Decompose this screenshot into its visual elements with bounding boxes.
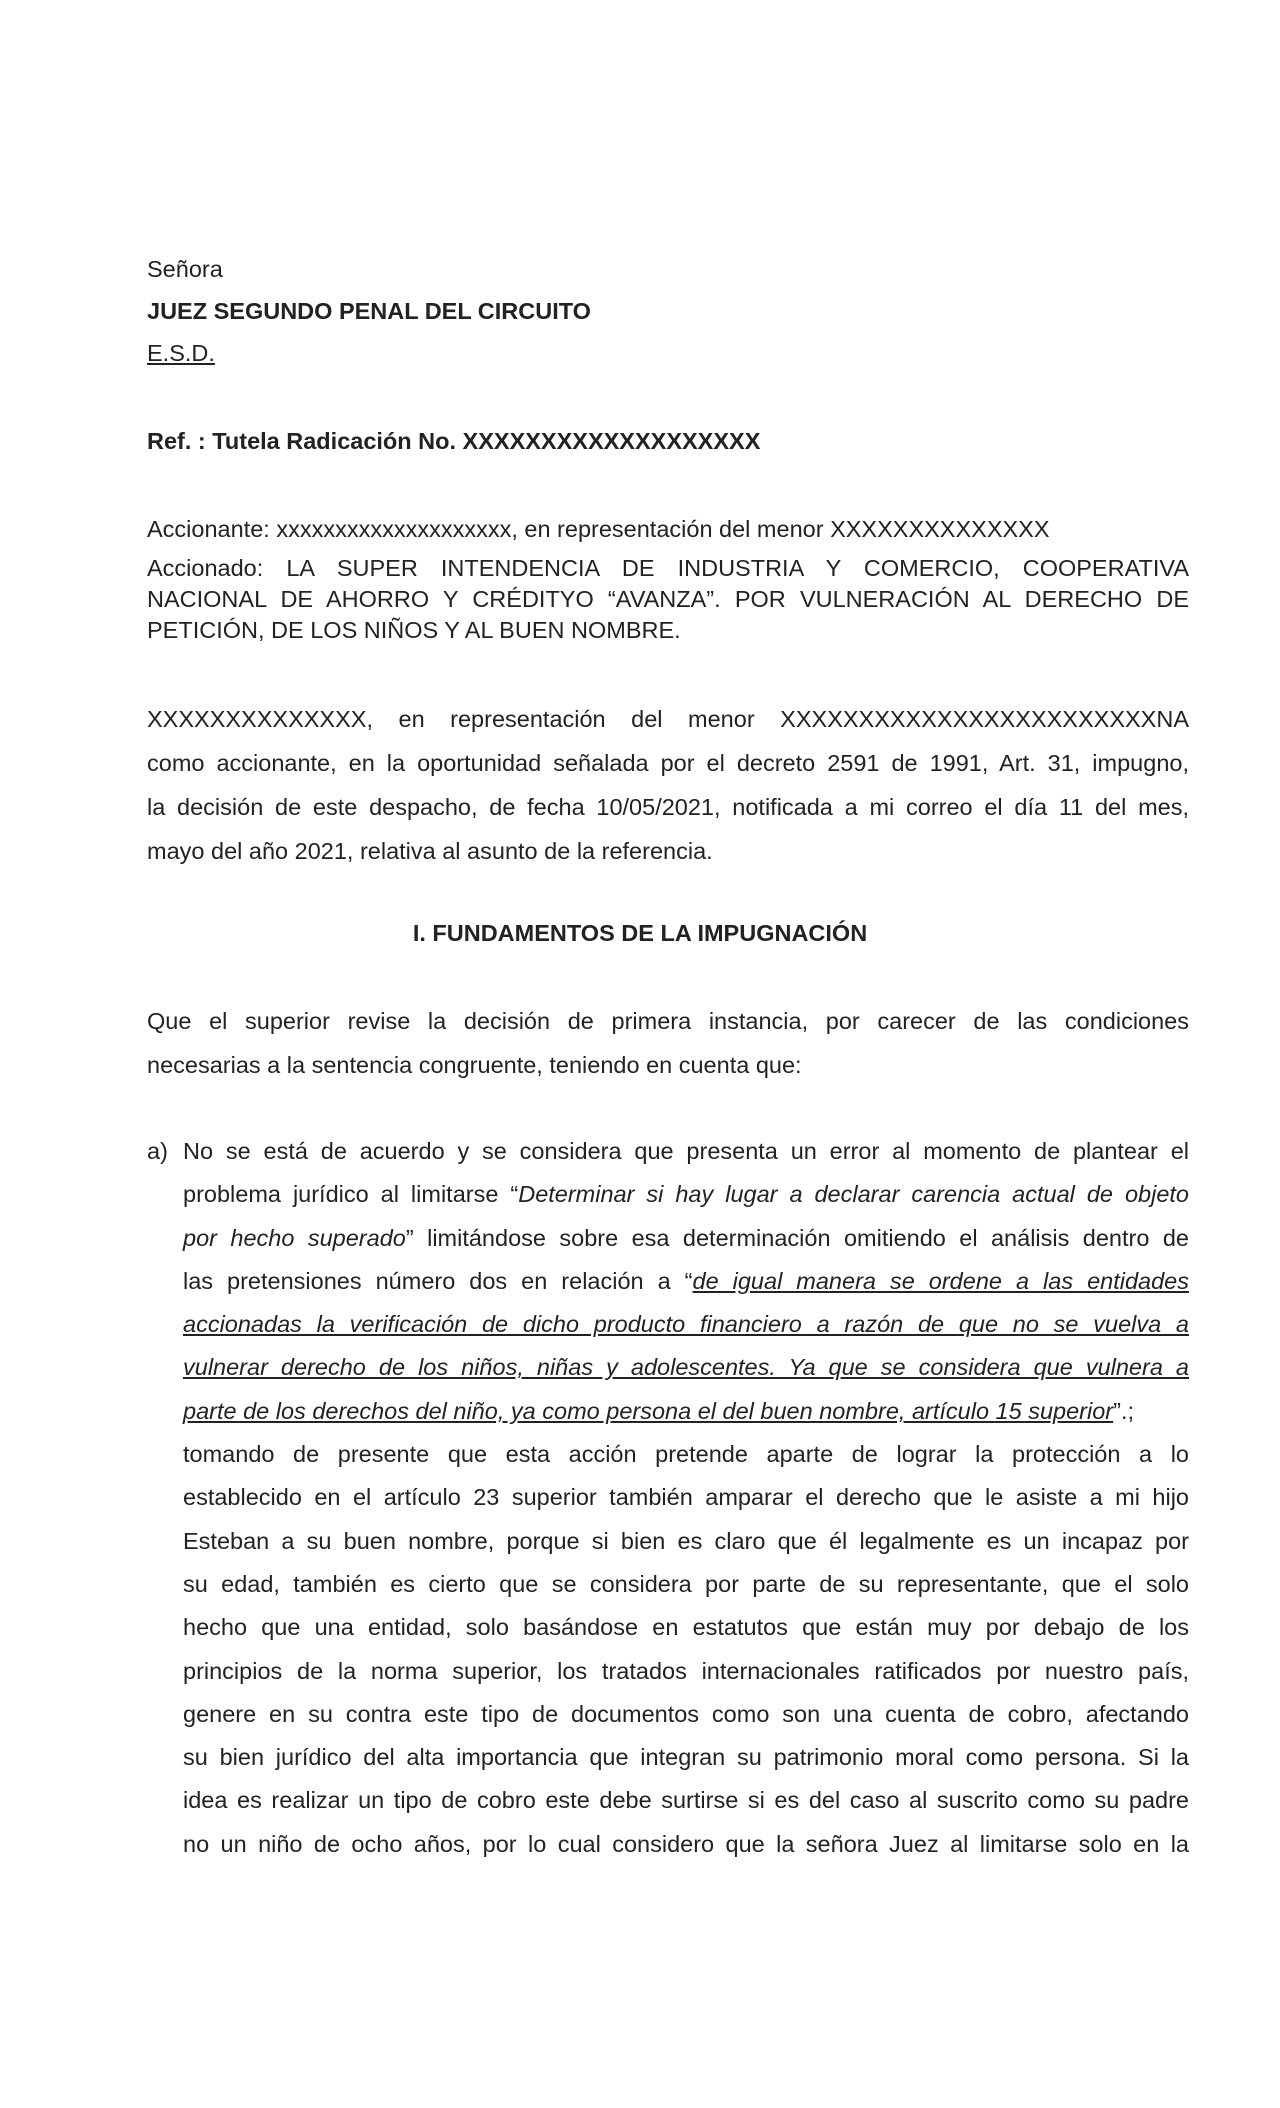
item-a-rest-line-1: tomando de presente que esta acción pretende aparte de lograr la protección a lo: [183, 1441, 1189, 1468]
item-a-quote-2-part-3: vulnerar derecho de los niños, niñas y adolescentes. Ya que se considera que vulnera a: [183, 1354, 1189, 1381]
item-a-quote-1-part-1: Determinar si hay lugar a declarar carencia actual de objeto: [518, 1181, 1189, 1208]
item-a-rest-line-10: no un niño de ocho años, por lo cual considero que la señora Juez al limitarse solo en la: [183, 1830, 1189, 1857]
accionado-line-1: Accionado: LA SUPER INTENDENCIA DE INDUSTRIA Y COMERCIO, COOPERATIVA: [147, 555, 1189, 581]
salutation: Señora: [147, 256, 223, 282]
section-intro-line-2: necesarias a la sentencia congruente, teniendo en cuenta que:: [147, 1052, 802, 1078]
section-intro-paragraph: [147, 999, 1189, 1087]
accionado-line-3: PETICIÓN, DE LOS NIÑOS Y AL BUEN NOMBRE.: [147, 617, 681, 643]
intro-line-1: XXXXXXXXXXXXXX, en representación del menor XXXXXXXXXXXXXXXXXXXXXXXXNA: [147, 706, 1189, 732]
reference-line: Ref. : Tutela Radicación No. XXXXXXXXXXXXXXXXXXX: [147, 428, 761, 454]
section-intro-line-1: Que el superior revise la decisión de primera instancia, por carecer de las condiciones: [147, 1008, 1189, 1034]
esd-label: E.S.D.: [147, 340, 215, 366]
item-a-rest-line-8: su bien jurídico del alta importancia que integran su patrimonio moral como persona. Si la: [183, 1744, 1189, 1771]
item-a-rest-line-7: genere en su contra este tipo de documentos como son una cuenta de cobro, afectando: [183, 1700, 1189, 1727]
addressee-block: [147, 248, 1189, 374]
item-a-line-1: No se está de acuerdo y se considera que presenta un error al momento de plantear el: [183, 1138, 1189, 1164]
item-a-rest-line-5: hecho que una entidad, solo basándose en estatutos que están muy por debajo de los: [183, 1614, 1189, 1641]
item-a-line-7: [183, 1390, 1189, 1433]
item-a-line-2: [183, 1173, 1189, 1216]
accionado-line-2: NACIONAL DE AHORRO Y CRÉDITYO “AVANZA”. POR VULNERACIÓN AL DERECHO DE: [147, 586, 1189, 612]
accionante-line: [147, 508, 1189, 550]
item-a-rest-line-6: principios de la norma superior, los tratados internacionales ratificados por nuestro país,: [183, 1657, 1189, 1684]
item-a-quote-1-part-2: por hecho superado: [183, 1224, 406, 1251]
item-a-rest-line-2: establecido en el artículo 23 superior también amparar el derecho que le asiste a mi hijo: [183, 1484, 1189, 1511]
item-a-quote-2-part-1: de igual manera se ordene a las entidades: [692, 1267, 1189, 1294]
item-a-line-4-pre: las pretensiones número dos en relación a “: [183, 1267, 693, 1294]
section-title: I. FUNDAMENTOS DE LA IMPUGNACIÓN: [412, 920, 868, 946]
item-a-line-4: [183, 1260, 1189, 1303]
accionante-text: Accionante: xxxxxxxxxxxxxxxxxxxx, en representación del menor XXXXXXXXXXXXXX: [147, 516, 1050, 542]
intro-line-2: como accionante, en la oportunidad señalada por el decreto 2591 de 1991, Art. 31, impugno,: [147, 750, 1189, 776]
list-item-a-body: [183, 1130, 1189, 1866]
intro-line-3: la decisión de este despacho, de fecha 10/05/2021, notificada a mi correo el día 11 del mes,: [147, 794, 1189, 820]
item-a-rest-line-4: su edad, también es cierto que se considera por parte de su representante, que el solo: [183, 1570, 1189, 1597]
item-a-rest-line-3: Esteban a su buen nombre, porque si bien es claro que él legalmente es un incapaz por: [183, 1527, 1189, 1554]
item-a-quote-2-part-2: accionadas la verificación de dicho producto financiero a razón de que no se vuelva a: [183, 1311, 1189, 1338]
item-a-line-2-pre: problema jurídico al limitarse “: [183, 1181, 519, 1208]
accionado-block: [147, 553, 1189, 646]
item-a-line-7-post: ”.;: [1113, 1397, 1135, 1424]
item-a-quote-2-part-4: parte de los derechos del niño, ya como persona el del buen nombre, artículo 15 superior: [183, 1397, 1114, 1424]
judge-title: JUEZ SEGUNDO PENAL DEL CIRCUITO: [147, 298, 591, 324]
intro-line-4: mayo del año 2021, relativa al asunto de la referencia.: [147, 838, 713, 864]
item-a-line-3: [183, 1217, 1189, 1260]
intro-paragraph: [147, 697, 1189, 873]
list-marker-a: a): [147, 1138, 168, 1164]
item-a-rest-line-9: idea es realizar un tipo de cobro este debe surtirse si es del caso al suscrito como su padre: [183, 1787, 1189, 1814]
item-a-line-3-post: ” limitándose sobre esa determinación omitiendo el análisis dentro de: [405, 1224, 1189, 1251]
